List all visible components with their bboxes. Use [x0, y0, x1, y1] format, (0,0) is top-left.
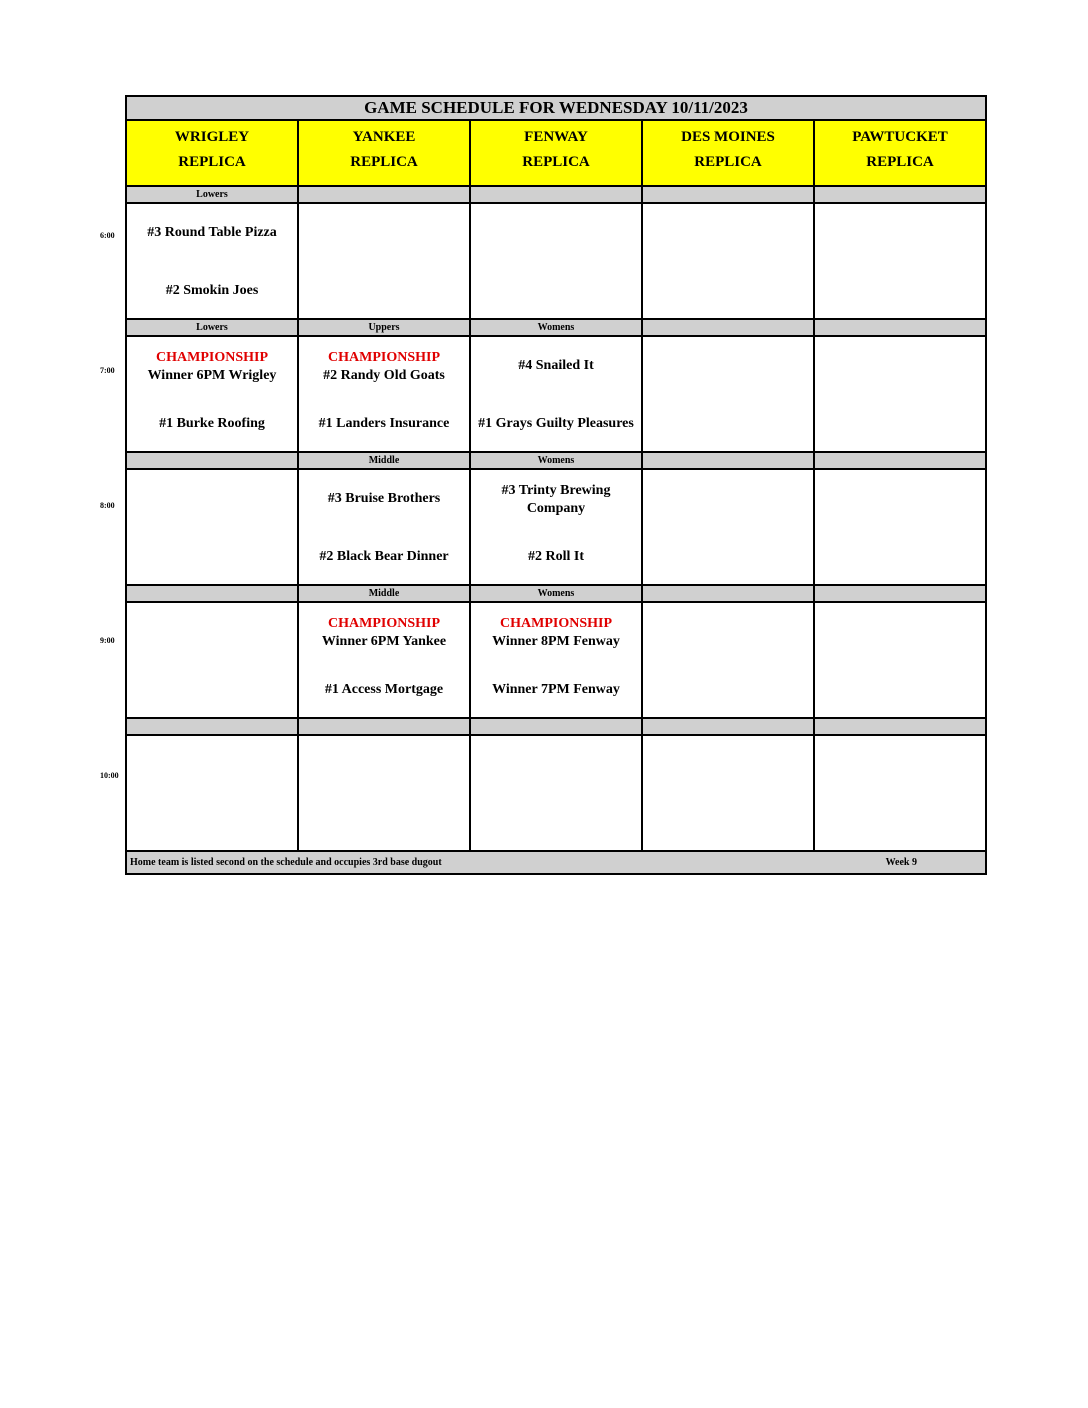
matchup-top: [299, 349, 469, 385]
game-row: [126, 602, 986, 718]
division-label: [814, 319, 986, 336]
game-cell: [470, 336, 642, 452]
field-header-yankee: [298, 120, 470, 186]
championship-label: CHAMPIONSHIP: [156, 350, 268, 365]
footer-row: [126, 851, 986, 874]
game-cell: [642, 735, 814, 851]
championship-label: CHAMPIONSHIP: [328, 350, 440, 365]
away-team: #3 Bruise Brothers: [327, 491, 441, 506]
matchup-top: [299, 490, 469, 508]
home-team: #1 Grays Guilty Pleasures: [478, 416, 634, 431]
field-name: WRIGLEY: [174, 129, 250, 145]
game-cell: [126, 735, 298, 851]
game-row: [126, 735, 986, 851]
week-label: Week 9: [885, 857, 917, 868]
division-label: [298, 186, 470, 203]
footer-note: Home team is listed second on the schedule and occupies 3rd base dugout: [130, 857, 442, 868]
home-team: Winner 7PM Fenway: [492, 682, 620, 697]
division-label: [126, 718, 298, 735]
game-cell: [470, 602, 642, 718]
game-cell: [814, 469, 986, 585]
division-row: [126, 585, 986, 602]
game-cell: [642, 602, 814, 718]
footer-cell: [126, 851, 986, 874]
field-header-fenway: [470, 120, 642, 186]
game-cell: [814, 735, 986, 851]
field-name: PAWTUCKET: [852, 129, 948, 145]
matchup-top: [127, 349, 297, 385]
game-cell: [470, 203, 642, 319]
field-subtitle: REPLICA: [178, 154, 246, 170]
title-row: [126, 96, 986, 120]
game-row: [126, 469, 986, 585]
schedule-title: GAME SCHEDULE FOR WEDNESDAY 10/11/2023: [126, 96, 986, 120]
home-team: #2 Black Bear Dinner: [319, 549, 449, 564]
matchup-top: [471, 482, 641, 518]
division-label: Uppers: [298, 319, 470, 336]
away-team: #3 Trinty Brewing Company: [501, 483, 611, 516]
game-cell: [814, 336, 986, 452]
time-slot-label: 6:00: [100, 231, 115, 240]
division-row: [126, 186, 986, 203]
field-subtitle: REPLICA: [350, 154, 418, 170]
game-cell: [642, 203, 814, 319]
division-label: [470, 718, 642, 735]
game-cell: [470, 735, 642, 851]
field-header-pawtucket: [814, 120, 986, 186]
game-cell: [470, 469, 642, 585]
schedule-table: [125, 95, 987, 875]
matchup-top: [471, 357, 641, 375]
division-label: [814, 585, 986, 602]
division-label: [814, 452, 986, 469]
division-label: [814, 186, 986, 203]
division-label: [642, 718, 814, 735]
game-cell: [126, 336, 298, 452]
game-cell: [126, 203, 298, 319]
game-cell: [126, 469, 298, 585]
time-slot-label: 10:00: [100, 771, 119, 780]
field-subtitle: REPLICA: [866, 154, 934, 170]
division-row: [126, 319, 986, 336]
time-slot-label: 9:00: [100, 636, 115, 645]
matchup-top: [471, 615, 641, 651]
time-slot-label: 7:00: [100, 366, 115, 375]
championship-label: CHAMPIONSHIP: [500, 616, 612, 631]
division-label: Lowers: [126, 319, 298, 336]
home-team: #2 Roll It: [528, 549, 584, 564]
championship-label: CHAMPIONSHIP: [328, 616, 440, 631]
game-cell: [642, 336, 814, 452]
home-team: #1 Landers Insurance: [318, 416, 450, 431]
division-label: Womens: [470, 452, 642, 469]
matchup-top: [299, 615, 469, 651]
home-team: #1 Burke Roofing: [159, 416, 265, 431]
division-label: [642, 452, 814, 469]
field-subtitle: REPLICA: [522, 154, 590, 170]
game-cell: [298, 336, 470, 452]
division-row: [126, 718, 986, 735]
field-header-wrigley: [126, 120, 298, 186]
away-team: Winner 8PM Fenway: [492, 634, 620, 649]
field-name: FENWAY: [524, 129, 588, 145]
game-row: [126, 336, 986, 452]
game-cell: [814, 602, 986, 718]
field-name: YANKEE: [352, 129, 416, 145]
field-header-des-moines: [642, 120, 814, 186]
away-team: Winner 6PM Wrigley: [147, 368, 277, 383]
time-slot-label: 8:00: [100, 501, 115, 510]
division-label: [126, 585, 298, 602]
field-name: DES MOINES: [681, 129, 775, 145]
division-label: [298, 718, 470, 735]
division-label: [642, 186, 814, 203]
field-subtitle: REPLICA: [694, 154, 762, 170]
division-label: Middle: [298, 452, 470, 469]
game-cell: [642, 469, 814, 585]
schedule-sheet: [125, 95, 987, 875]
game-cell: [814, 203, 986, 319]
division-label: [814, 718, 986, 735]
division-label: Womens: [470, 585, 642, 602]
game-cell: [126, 602, 298, 718]
game-cell: [298, 602, 470, 718]
division-row: [126, 452, 986, 469]
field-header-row: [126, 120, 986, 186]
away-team: #3 Round Table Pizza: [147, 225, 277, 240]
away-team: Winner 6PM Yankee: [321, 634, 447, 649]
away-team: #4 Snailed It: [518, 358, 594, 373]
game-cell: [298, 203, 470, 319]
division-label: [642, 319, 814, 336]
game-cell: [298, 469, 470, 585]
home-team: #2 Smokin Joes: [165, 283, 259, 298]
matchup-top: [127, 224, 297, 242]
game-cell: [298, 735, 470, 851]
division-label: Middle: [298, 585, 470, 602]
division-label: Womens: [470, 319, 642, 336]
away-team: #2 Randy Old Goats: [323, 368, 445, 383]
division-label: [126, 452, 298, 469]
division-label: [470, 186, 642, 203]
division-label: [642, 585, 814, 602]
division-label: Lowers: [126, 186, 298, 203]
home-team: #1 Access Mortgage: [324, 682, 444, 697]
game-row: [126, 203, 986, 319]
